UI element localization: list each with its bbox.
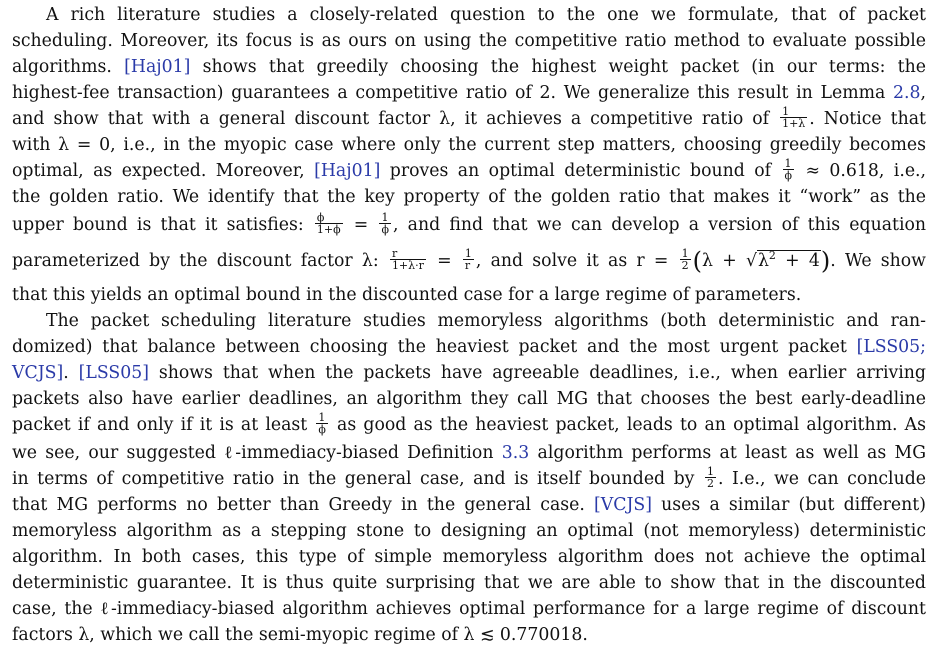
fraction xyxy=(780,106,807,129)
citation-link-lss05[interactable]: [LSS05] xyxy=(78,363,149,383)
p2-line-9 xyxy=(12,518,926,544)
fraction-denominator: 1+ϕ xyxy=(316,223,341,236)
p1-text: highest-fee transaction) guarantees a competitive ratio of 2. We generalize this result in Lemma xyxy=(12,83,886,103)
citation-link-vcjs[interactable]: VCJS] xyxy=(12,363,64,383)
p2-line-4 xyxy=(12,386,926,412)
fraction-denominator: r xyxy=(464,259,471,272)
p1-line-10 xyxy=(12,248,926,274)
p1-line-11 xyxy=(12,282,926,308)
fraction-numerator: r xyxy=(390,248,426,260)
p2-text: packet if and only if it is at least xyxy=(12,415,308,435)
fraction xyxy=(315,212,343,235)
p1-line-9 xyxy=(12,212,926,238)
fraction-denominator: 1+λ·r xyxy=(391,259,424,272)
fraction xyxy=(316,412,328,435)
p2-text: packets also have earlier deadlines, an algorithm they call MG that chooses the best early-deadline xyxy=(12,389,926,409)
fraction xyxy=(705,466,716,489)
p1-text: that this yields an optimal bound in the discounted case for a large regime of parameters. xyxy=(12,285,802,305)
p2-text: uses a similar (but different) xyxy=(661,495,926,515)
p2-text: domized) that balance between choosing the heaviest packet and the most urgent packet xyxy=(12,337,847,357)
sqrt-sign: √ xyxy=(745,251,757,271)
p2-text: . I.e., we can conclude xyxy=(717,469,926,489)
p2-text: in terms of competitive ratio in the general case, and is itself bounded by xyxy=(12,469,695,489)
citation-link-vcjs[interactable]: [VCJS] xyxy=(594,495,652,515)
p1-text: scheduling. Moreover, its focus is as ours on using the competitive ratio method to evaluate possible xyxy=(12,31,926,51)
right-paren: ) xyxy=(820,246,831,275)
formula-part: λ + xyxy=(702,251,737,271)
fraction-denominator: ϕ xyxy=(784,169,793,182)
sqrt-body: $\lambda^2 + 4$ xyxy=(757,249,820,271)
fraction-numerator: 1 xyxy=(706,465,714,478)
p1-text: upper bound is that it satisfies: xyxy=(12,215,304,235)
left-paren: ( xyxy=(692,246,703,275)
fraction-numerator: 1 xyxy=(464,247,472,260)
p2-line-6 xyxy=(12,440,926,466)
fraction-denominator: 1+λ xyxy=(782,117,806,130)
p1-text: . Notice that xyxy=(809,109,926,129)
fraction-numerator: 1 xyxy=(783,158,795,170)
p2-text: algorithm performs at least as well as MG xyxy=(537,443,927,463)
fraction xyxy=(783,158,795,181)
p2-line-1 xyxy=(46,308,926,334)
p1-text: , and solve it as r = xyxy=(475,251,669,271)
p1-text: optimal, as expected. Moreover, xyxy=(12,161,305,181)
p2-line-12 xyxy=(12,596,926,622)
p1-text: . We show xyxy=(830,251,926,271)
p1-line-4 xyxy=(12,80,926,106)
fraction xyxy=(390,248,426,271)
fraction-denominator: 2 xyxy=(706,477,714,490)
p2-text: The packet scheduling literature studies memoryless algorithms (both deterministic and ran- xyxy=(46,311,926,331)
p1-line-1 xyxy=(46,2,926,28)
p2-line-13 xyxy=(12,622,926,648)
fraction-numerator: ϕ xyxy=(315,212,343,224)
p2-line-5 xyxy=(12,412,926,438)
p1-text: , xyxy=(920,83,926,103)
p2-text: algorithm. In both cases, this type of simple memoryless algorithm does not achieve the optimal xyxy=(12,547,926,567)
p1-text: and show that with a general discount factor λ, it achieves a competitive ratio of xyxy=(12,109,770,129)
p1-text: A rich literature studies a closely-related question to the one we formulate, that of packet xyxy=(46,5,926,25)
p1-line-6 xyxy=(12,132,926,158)
p1-text: the golden ratio. We identify that the key property of the golden ratio that makes it “work” as the xyxy=(12,187,926,207)
fraction-numerator: 1 xyxy=(316,412,328,424)
fraction-denominator: ϕ xyxy=(318,423,326,436)
p2-text: shows that when the packets have agreeable deadlines, i.e., when earlier arriving xyxy=(158,363,926,383)
p1-text: algorithms. xyxy=(12,57,112,77)
p2-text: . xyxy=(63,363,69,383)
fraction-denominator: 2 xyxy=(681,259,689,272)
equals-sign: = xyxy=(437,251,452,271)
p1-line-3 xyxy=(12,54,926,80)
p1-line-2 xyxy=(12,28,926,54)
fraction-numerator: 1 xyxy=(780,106,807,118)
fraction xyxy=(379,212,391,235)
p2-line-2 xyxy=(12,334,926,360)
citation-link-haj01[interactable]: [Haj01] xyxy=(314,161,381,181)
fraction-numerator: 1 xyxy=(379,212,391,224)
definition-link-3-3[interactable]: 3.3 xyxy=(501,443,530,463)
p2-text: deterministic guarantee. It is thus quite surprising that we are able to show that in the discounted xyxy=(12,573,926,593)
p1-line-8 xyxy=(12,184,926,210)
p1-line-5 xyxy=(12,106,926,132)
p2-line-8 xyxy=(12,492,926,518)
p2-text: as good as the heaviest packet, leads to an optimal algorithm. As xyxy=(337,415,926,435)
citation-link-haj01[interactable]: [Haj01] xyxy=(124,57,191,77)
fraction xyxy=(463,248,474,271)
p2-text: we see, our suggested ℓ-immediacy-biased Definition xyxy=(12,443,494,463)
p2-line-3 xyxy=(12,360,926,386)
p1-line-7 xyxy=(12,158,926,184)
p1-text: ≈ 0.618, i.e., xyxy=(805,161,927,181)
p2-line-10 xyxy=(12,544,926,570)
fraction xyxy=(680,248,691,271)
p2-text: factors λ, which we call the semi-myopic regime of λ ≲ 0.770018. xyxy=(12,625,588,645)
p2-text: memoryless algorithm as a stepping stone to designing an optimal (not memoryless) deterministic xyxy=(12,521,926,541)
p2-text: that MG performs no better than Greedy in the general case. xyxy=(12,495,585,515)
citation-link-lss05[interactable]: [LSS05; xyxy=(856,337,926,357)
p2-text: case, the ℓ-immediacy-biased algorithm achieves optimal performance for a large regime of discount xyxy=(12,599,926,619)
fraction-denominator: ϕ xyxy=(381,223,389,236)
p1-text: , and find that we can develop a version of this equation xyxy=(392,215,927,235)
p1-text: parameterized by the discount factor λ: xyxy=(12,251,379,271)
lemma-link-2-8[interactable]: 2.8 xyxy=(893,83,921,103)
p1-text: with λ = 0, i.e., in the myopic case where only the current step matters, choosing greedily becomes xyxy=(12,135,926,155)
p2-line-7 xyxy=(12,466,926,492)
p1-text: proves an optimal deterministic bound of xyxy=(389,161,772,181)
fraction-numerator: 1 xyxy=(681,247,689,260)
equals-sign: = xyxy=(353,215,369,235)
p2-line-11 xyxy=(12,570,926,596)
p1-text: shows that greedily choosing the highest weight packet (in our terms: the xyxy=(202,57,926,77)
